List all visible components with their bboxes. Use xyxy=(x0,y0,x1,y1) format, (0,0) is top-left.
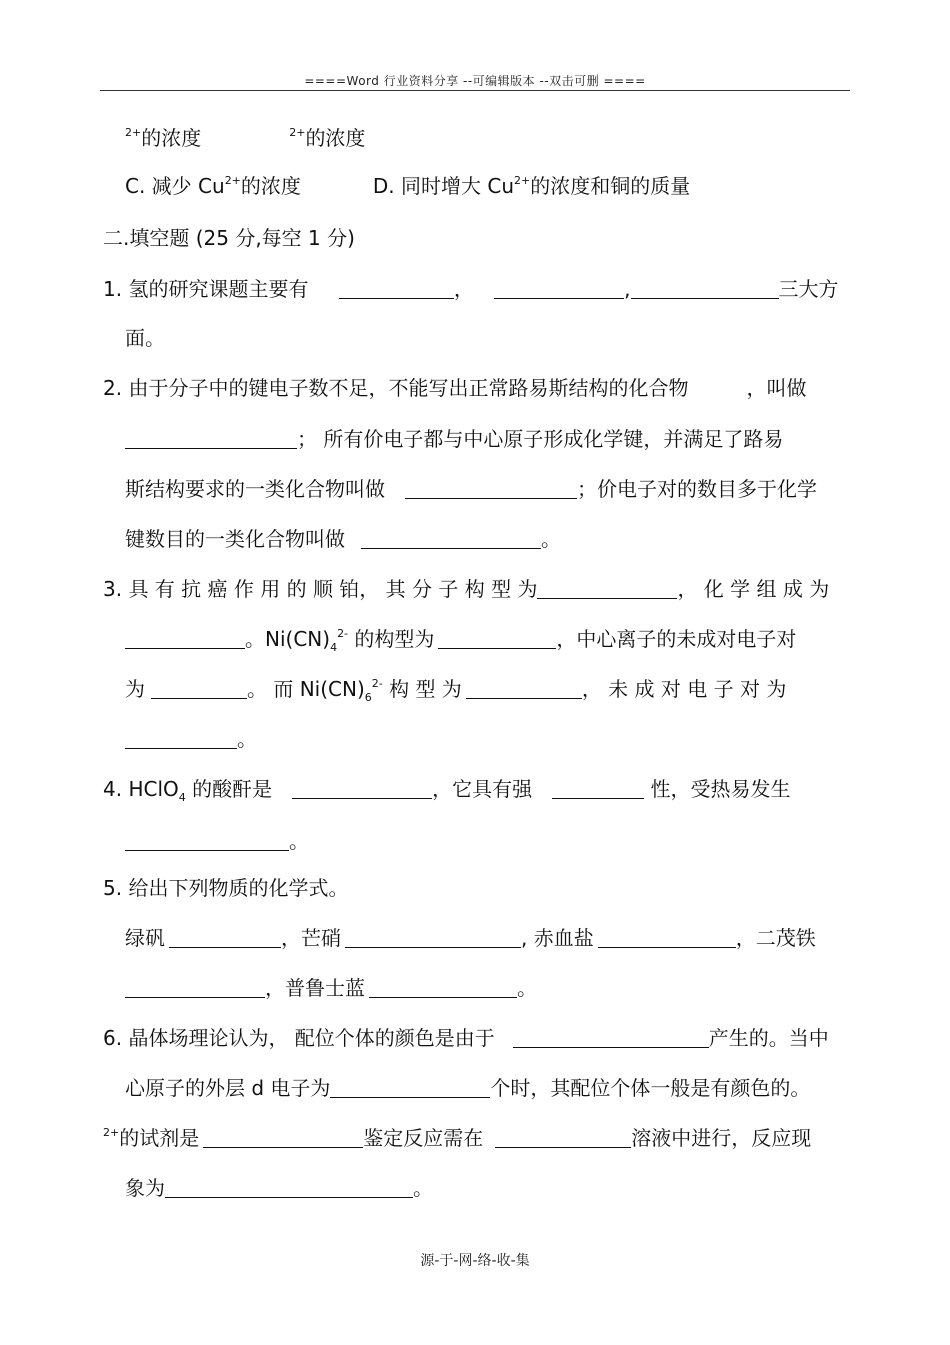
q3-blank-3[interactable] xyxy=(438,628,556,649)
superscript: 2+ xyxy=(125,126,142,139)
header-rule xyxy=(100,90,850,91)
q2-text-2: ； 所有价电子都与中心原子形成化学键，并满足了路易 xyxy=(297,427,784,451)
q1-blank-3[interactable] xyxy=(631,278,779,299)
q5-blank-3[interactable] xyxy=(598,927,736,948)
option-d-label: D. 同时增大 Cu xyxy=(372,174,515,198)
q6-line1 xyxy=(103,1027,829,1048)
q7-line2 xyxy=(125,1177,433,1198)
punctuation: ， xyxy=(453,277,474,301)
q4-blank-1[interactable] xyxy=(292,778,432,799)
superscript: 2+ xyxy=(289,126,306,139)
prev-options-line2 xyxy=(125,176,690,196)
option-a-text: 的浓度 xyxy=(141,126,202,150)
q1-text: 1. 氢的研究课题主要有 xyxy=(103,277,309,301)
subscript: 4 xyxy=(178,791,186,804)
superscript: 2+ xyxy=(224,174,241,187)
q4-formula: 4. HClO xyxy=(103,777,179,801)
q1-blank-2[interactable] xyxy=(494,278,624,299)
q5-item-c: , 赤血盐 xyxy=(521,926,594,950)
q3-formula: 。Ni(CN) xyxy=(245,627,331,651)
q3-line4 xyxy=(125,728,257,749)
q3-line3 xyxy=(125,677,787,704)
q4-text-d: 性，受热易发生 xyxy=(650,777,791,801)
q3-blank-1[interactable] xyxy=(537,578,677,599)
q5-item-d: ，二茂铁 xyxy=(735,926,816,950)
q4-text-c: ，它具有强 xyxy=(432,777,533,801)
q4-line1 xyxy=(103,777,791,804)
q1-text-end: 三大方 xyxy=(778,277,839,301)
punctuation: 。 xyxy=(541,527,561,551)
q6-text: 6. 晶体场理论认为， 配位个体的颜色是由于 xyxy=(103,1026,495,1050)
q3-blank-5[interactable] xyxy=(466,678,582,699)
superscript: 2+ xyxy=(514,174,531,187)
punctuation: 。 xyxy=(289,829,309,853)
q5-item-a: 绿矾 xyxy=(125,926,165,950)
superscript: 2- xyxy=(337,627,349,640)
q4-blank-3[interactable] xyxy=(125,830,289,851)
subscript: 4 xyxy=(330,641,338,654)
q7-blank-2[interactable] xyxy=(495,1127,631,1148)
q5-item-e: ，普鲁士蓝 xyxy=(265,976,365,1000)
q2-blank-3[interactable] xyxy=(361,528,541,549)
q4-blank-2[interactable] xyxy=(552,778,644,799)
punctuation: 。 xyxy=(413,1176,433,1200)
q1-line2: 面。 xyxy=(125,326,165,350)
q2-text-b: ，叫做 xyxy=(746,376,807,400)
q3-blank-6[interactable] xyxy=(125,728,237,749)
q2-text-4: 键数目的一类化合物叫做 xyxy=(125,527,345,551)
q7-text: 的试剂是 xyxy=(119,1126,200,1150)
q5-blank-5[interactable] xyxy=(369,977,517,998)
option-b-text: 的浓度 xyxy=(305,126,366,150)
q3-formula-2: 。 而 Ni(CN) xyxy=(247,677,365,701)
q4-line2 xyxy=(125,830,309,851)
option-c-label: C. 减少 Cu xyxy=(125,174,225,198)
q3-line2 xyxy=(125,627,797,654)
subscript: 6 xyxy=(364,691,372,704)
q3-text-3d: ， 未 成 对 电 子 对 为 xyxy=(581,677,787,701)
q2-text: 2. 由于分子中的键电子数不足，不能写出正常路易斯结构的化合物 xyxy=(103,376,689,400)
q2-line4 xyxy=(125,528,561,549)
q7-line1 xyxy=(103,1127,811,1148)
superscript: 2+ xyxy=(103,1126,120,1139)
page-header: ====Word 行业资料分享 --可编辑版本 --双击可删 ==== xyxy=(304,74,646,88)
prev-options-line1 xyxy=(125,128,365,148)
q5-line1: 5. 给出下列物质的化学式。 xyxy=(103,876,349,900)
page-footer: 源-于-网-络-收-集 xyxy=(420,1253,530,1269)
q6-blank-2[interactable] xyxy=(330,1077,490,1098)
q3-text-2b: 的构型为 xyxy=(354,627,435,651)
q5-blank-1[interactable] xyxy=(169,927,281,948)
superscript: 2- xyxy=(371,677,383,690)
q2-blank-2[interactable] xyxy=(405,478,577,499)
q1-blank-1[interactable] xyxy=(339,278,454,299)
option-c-text: 的浓度 xyxy=(240,174,301,198)
q2-line3 xyxy=(125,478,817,499)
punctuation: 。 xyxy=(517,976,537,1000)
q6-line2 xyxy=(125,1077,810,1098)
q3-text-3c: 构 型 为 xyxy=(389,677,462,701)
option-d-text: 的浓度和铜的质量 xyxy=(530,174,691,198)
q5-line2 xyxy=(125,927,816,948)
q2-text-3: 斯结构要求的一类化合物叫做 xyxy=(125,477,385,501)
q7-text-b: 鉴定反应需在 xyxy=(363,1126,484,1150)
q3-blank-2[interactable] xyxy=(125,628,245,649)
q7-blank-1[interactable] xyxy=(203,1127,363,1148)
q3-text-3a: 为 xyxy=(125,677,145,701)
q6-text-2: 心原子的外层 d 电子为 xyxy=(125,1076,331,1100)
q4-text: 的酸酐是 xyxy=(192,777,273,801)
q2-blank-1[interactable] xyxy=(125,428,297,449)
q5-item-b: ，芒硝 xyxy=(281,926,341,950)
q6-text-b: 产生的。当中 xyxy=(708,1026,829,1050)
section-title: 二.填空题 (25 分,每空 1 分) xyxy=(103,226,355,250)
q2-text-3b: ；价电子对的数目多于化学 xyxy=(577,477,817,501)
punctuation: 。 xyxy=(237,727,257,751)
q3-blank-4[interactable] xyxy=(151,678,247,699)
q5-blank-2[interactable] xyxy=(345,927,521,948)
q7-text-2: 象为 xyxy=(125,1176,165,1200)
q7-blank-3[interactable] xyxy=(165,1177,413,1198)
q3-text-b: ， 化 学 组 成 为 xyxy=(677,577,830,601)
q1-line1 xyxy=(103,278,839,299)
q3-text: 3. 具 有 抗 癌 作 用 的 顺 铂， 其 分 子 构 型 为 xyxy=(103,577,538,601)
q3-text-2c: ，中心离子的未成对电子对 xyxy=(556,627,797,651)
q3-line1 xyxy=(103,578,829,599)
q2-line2 xyxy=(125,428,783,449)
q2-line1 xyxy=(103,378,806,398)
q5-line3 xyxy=(125,977,537,998)
punctuation: , xyxy=(624,277,631,301)
q6-blank-1[interactable] xyxy=(513,1027,709,1048)
q6-text-2b: 个时，其配位个体一般是有颜色的。 xyxy=(490,1076,811,1100)
q5-blank-4[interactable] xyxy=(125,977,265,998)
q7-text-c: 溶液中进行，反应现 xyxy=(631,1126,812,1150)
